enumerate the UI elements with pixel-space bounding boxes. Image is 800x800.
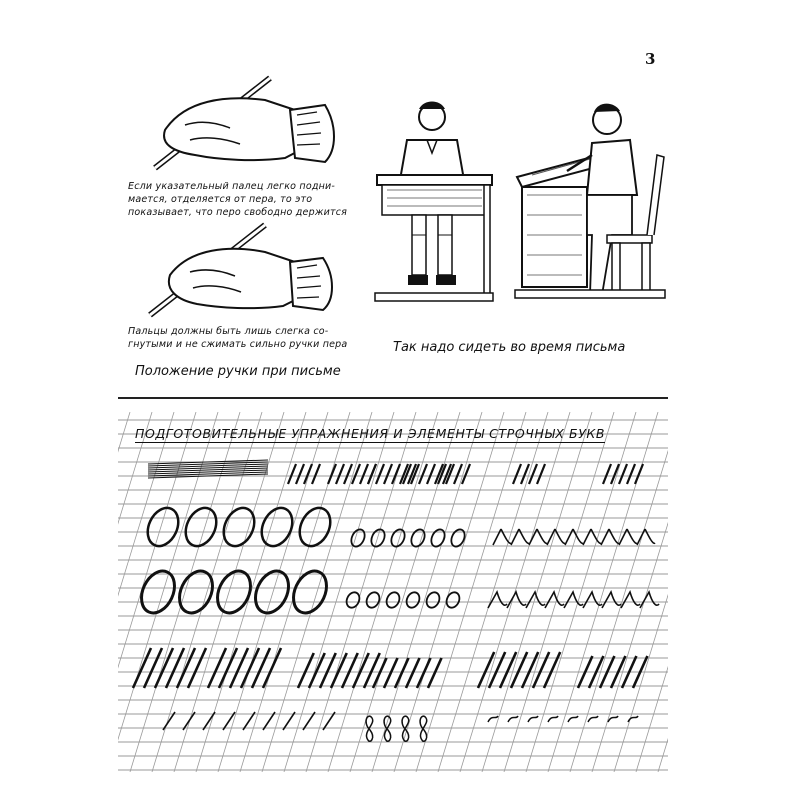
practice-stroke xyxy=(619,464,627,484)
exercises-title: ПОДГОТОВИТЕЛЬНЫЕ УПРАЖНЕНИЯ И ЭЛЕМЕНТЫ СТРОЧНЫХ БУКВ xyxy=(135,426,606,441)
practice-stroke xyxy=(513,464,521,484)
practice-stroke xyxy=(263,712,275,730)
caption-line: показывает, что перо свободно держится xyxy=(128,207,348,218)
practice-oval xyxy=(404,590,422,610)
practice-oval xyxy=(429,527,447,548)
practice-stroke xyxy=(148,470,268,474)
caption-line: Если указательный палец легко подни- xyxy=(128,181,336,192)
practice-oval xyxy=(384,590,402,610)
practice-stroke xyxy=(420,716,427,741)
practice-stroke xyxy=(312,464,320,484)
practice-stroke xyxy=(428,658,442,688)
practice-stroke xyxy=(263,648,281,688)
slant-guide-line xyxy=(118,412,130,772)
practice-stroke xyxy=(203,712,215,730)
practice-stroke xyxy=(243,712,255,730)
caption-fingers-bent xyxy=(128,325,388,351)
caption-finger-note xyxy=(128,180,388,219)
practice-oval xyxy=(349,527,367,548)
practice-stroke xyxy=(583,592,602,608)
practice-stroke xyxy=(635,464,643,484)
practice-oval xyxy=(449,527,467,548)
caption-sitting-posture: Так надо сидеть во время письма xyxy=(393,340,626,355)
practice-stroke xyxy=(427,464,435,484)
practice-stroke xyxy=(163,712,175,730)
practice-stroke xyxy=(395,658,409,688)
practice-stroke xyxy=(384,658,398,688)
practice-oval xyxy=(180,503,222,551)
boy-front-view-illustration xyxy=(372,95,497,305)
practice-stroke xyxy=(148,472,268,476)
practice-stroke xyxy=(219,648,237,688)
ruled-exercise-area xyxy=(118,412,668,772)
practice-stroke xyxy=(296,464,304,484)
practice-stroke xyxy=(406,658,420,688)
slant-guide-line xyxy=(614,412,668,772)
practice-stroke xyxy=(148,462,268,466)
practice-oval xyxy=(444,590,462,610)
slant-guide-line xyxy=(658,412,668,772)
practice-stroke xyxy=(568,716,578,722)
practice-stroke xyxy=(188,648,206,688)
practice-stroke xyxy=(511,529,529,545)
practice-oval xyxy=(364,590,382,610)
practice-stroke xyxy=(508,716,518,722)
practice-stroke xyxy=(608,716,618,722)
practice-stroke xyxy=(419,464,427,484)
practice-stroke xyxy=(547,529,565,545)
practice-stroke xyxy=(148,464,268,468)
practice-stroke xyxy=(323,712,335,730)
practice-stroke xyxy=(133,648,151,688)
practice-stroke xyxy=(548,716,558,722)
practice-stroke xyxy=(417,658,431,688)
practice-oval xyxy=(344,590,362,610)
practice-stroke xyxy=(521,464,529,484)
practice-stroke xyxy=(328,464,336,484)
practice-stroke xyxy=(303,712,315,730)
hand-pen-illustration-bottom xyxy=(145,220,345,320)
practice-stroke xyxy=(148,468,268,472)
practice-stroke xyxy=(177,648,195,688)
practice-stroke xyxy=(537,464,545,484)
slant-guide-line xyxy=(118,412,174,772)
practice-stroke xyxy=(336,464,344,484)
practice-stroke xyxy=(507,592,526,608)
section-divider xyxy=(118,397,668,399)
caption-line: гнутыми и не сжимать сильно ручки пера xyxy=(128,339,348,350)
practice-stroke xyxy=(603,464,611,484)
practice-oval xyxy=(256,503,298,551)
practice-oval xyxy=(409,527,427,548)
practice-stroke xyxy=(155,648,173,688)
practice-stroke xyxy=(283,712,295,730)
practice-stroke xyxy=(148,466,268,470)
practice-stroke xyxy=(360,464,368,484)
practice-stroke xyxy=(392,464,400,484)
practice-stroke xyxy=(183,712,195,730)
practice-stroke xyxy=(488,716,498,722)
practice-oval xyxy=(389,527,407,548)
practice-stroke xyxy=(583,529,601,545)
practice-stroke xyxy=(528,716,538,722)
practice-stroke xyxy=(601,529,619,545)
practice-stroke xyxy=(384,464,392,484)
practice-stroke xyxy=(493,529,511,545)
practice-oval xyxy=(369,527,387,548)
caption-pen-position: Положение ручки при письме xyxy=(135,364,341,379)
slant-guide-line xyxy=(526,412,636,772)
practice-stroke xyxy=(627,464,635,484)
practice-stroke xyxy=(588,716,598,722)
practice-stroke xyxy=(526,592,545,608)
practice-stroke xyxy=(366,716,373,741)
hand-pen-illustration-top xyxy=(145,70,345,175)
slant-guide-line xyxy=(284,412,394,772)
practice-stroke xyxy=(166,648,184,688)
practice-stroke xyxy=(241,648,259,688)
practice-stroke xyxy=(402,716,409,741)
caption-line: Пальцы должны быть лишь слегка со- xyxy=(128,326,329,337)
practice-stroke xyxy=(529,464,537,484)
practice-stroke xyxy=(304,464,312,484)
page-number: 3 xyxy=(645,50,656,68)
practice-stroke xyxy=(144,648,162,688)
boy-side-view-illustration xyxy=(512,95,672,310)
caption-line: мается, отделяется от пера, то это xyxy=(128,194,313,205)
slant-guide-line xyxy=(130,412,240,772)
practice-stroke xyxy=(602,592,621,608)
